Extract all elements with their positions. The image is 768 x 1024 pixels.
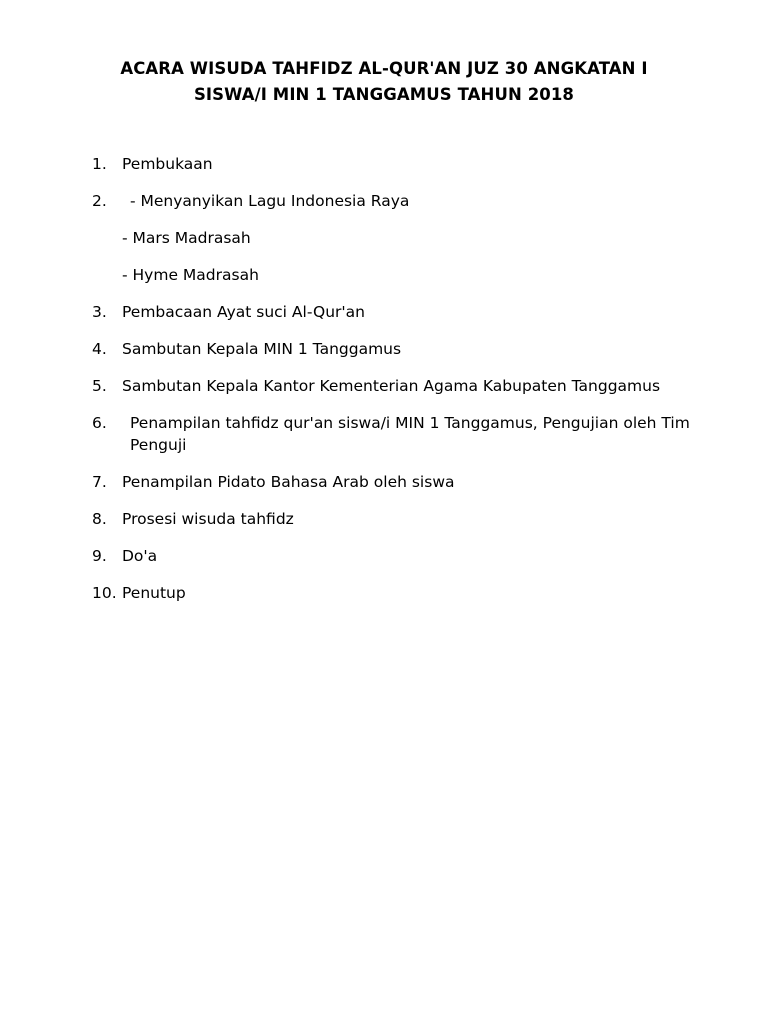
list-item-label: Sambutan Kepala MIN 1 Tanggamus xyxy=(122,339,402,358)
list-item-label: Sambutan Kepala Kantor Kementerian Agama Kabupaten Tanggamus xyxy=(122,376,661,395)
list-item xyxy=(92,190,698,212)
list-item xyxy=(122,264,698,286)
list-item-label: - Menyanyikan Lagu Indonesia Raya xyxy=(130,192,410,211)
list-item-label: Do'a xyxy=(122,547,158,566)
list-item-label: Prosesi wisuda tahfidz xyxy=(122,510,294,529)
list-item-label: - Mars Madrasah xyxy=(122,229,251,248)
list-item-number: 9. xyxy=(92,547,107,566)
list-item-number: 10. xyxy=(92,584,117,603)
list-item-label: Penutup xyxy=(122,584,186,603)
list-item-label: - Hyme Madrasah xyxy=(122,266,259,285)
list-item xyxy=(92,412,698,457)
list-item-number: 2. xyxy=(92,192,107,211)
list-item-number: 8. xyxy=(92,510,107,529)
list-item xyxy=(92,338,698,360)
list-item-number: 7. xyxy=(92,473,107,492)
page-title-line-2: SISWA/I MIN 1 TANGGAMUS TAHUN 2018 xyxy=(193,84,575,104)
list-item-number: 4. xyxy=(92,339,107,358)
agenda-list xyxy=(70,153,698,605)
list-item xyxy=(92,582,698,604)
list-item-number: 1. xyxy=(92,155,107,174)
list-item-label: Pembacaan Ayat suci Al-Qur'an xyxy=(122,303,365,321)
list-item xyxy=(92,301,698,323)
list-item xyxy=(92,153,698,175)
list-item xyxy=(92,375,698,397)
list-item-label: Pembukaan xyxy=(122,155,213,174)
list-item-number: 3. xyxy=(92,303,107,321)
list-item xyxy=(92,508,698,530)
list-item xyxy=(92,471,698,493)
list-item-number: 6. xyxy=(92,413,107,432)
page-title xyxy=(74,56,694,107)
list-item-label: Penampilan Pidato Bahasa Arab oleh siswa xyxy=(122,473,455,492)
list-item-label: Penampilan tahfidz qur'an siswa/i MIN 1 Tanggamus, Pengujian oleh Tim Penguji xyxy=(130,413,690,455)
list-item xyxy=(122,227,698,249)
list-item-number: 5. xyxy=(92,376,107,395)
page-title-line-1: ACARA WISUDA TAHFIDZ AL-QUR'AN JUZ 30 ANGKATAN I xyxy=(120,59,648,78)
list-item xyxy=(92,545,698,567)
